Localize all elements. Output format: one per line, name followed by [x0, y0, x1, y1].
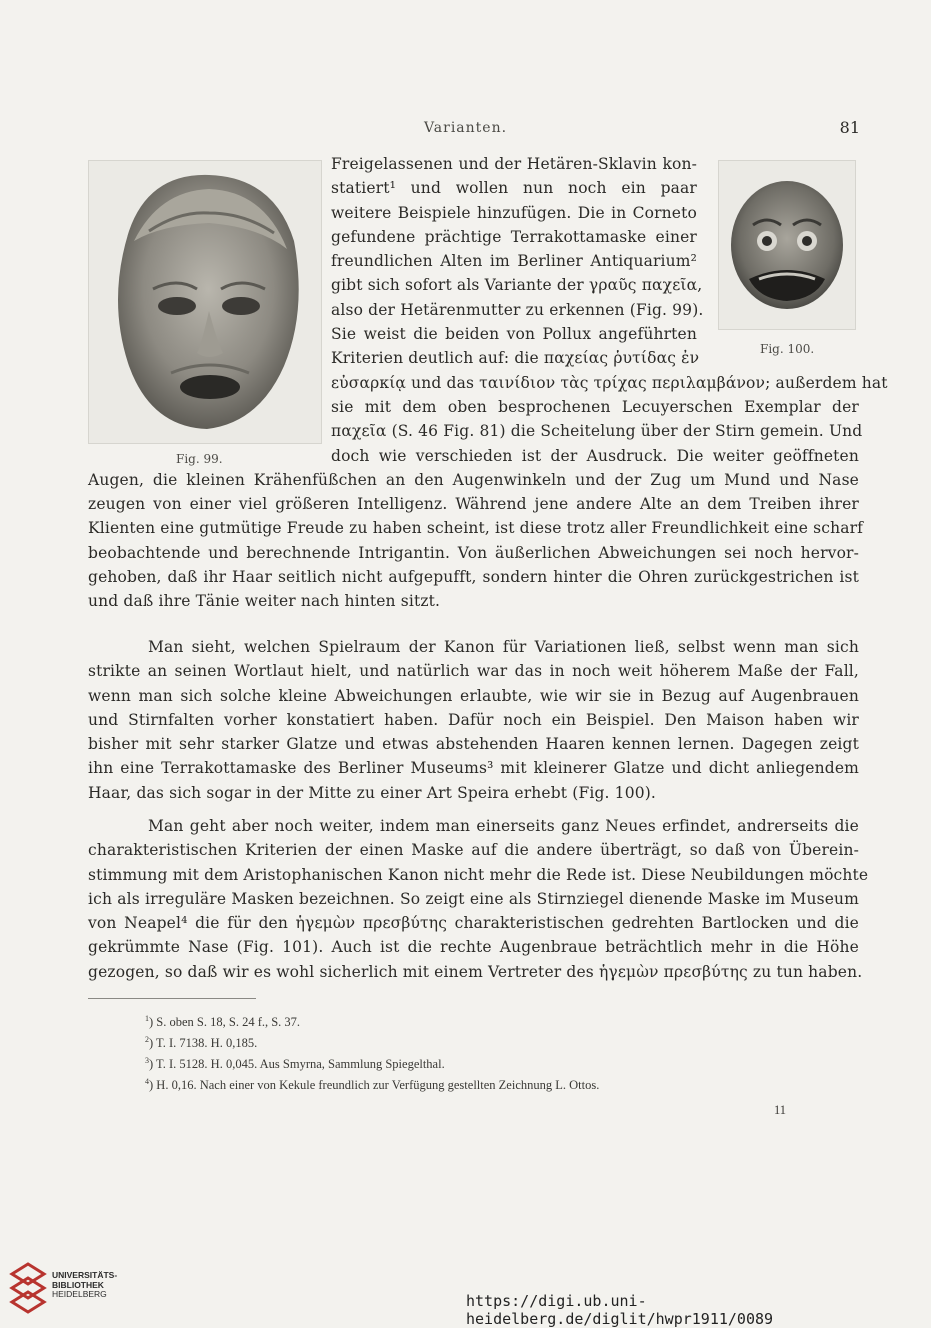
footnote-1: $^1$) S. oben S. 18, S. 24 f., S. 37.	[145, 1013, 301, 1029]
paragraph-2	[88, 635, 859, 805]
text-line: charakteristischen Kriterien der einen Maske auf die andere überträgt, so daß von Überein-	[88, 841, 859, 860]
text-line: freundlichen Alten im Berliner Antiquarium²	[331, 252, 697, 271]
mask-old-woman-image	[89, 161, 321, 443]
signature-mark: 11	[774, 1103, 787, 1117]
figure-99-image	[88, 160, 322, 444]
text-line: wenn man sich solche kleine Abweichungen erlaubte, wie wir sie in Bezug auf Augenbrauen	[88, 686, 859, 705]
footnote-divider	[88, 998, 256, 999]
text-line: ihn eine Terrakottamaske des Berliner Museums³ mit kleinerer Glatze und dicht anliegendem	[88, 759, 859, 778]
text-line: und Stirnfalten vorher konstatiert haben. Dafür noch ein Beispiel. Den Maison haben wir	[88, 710, 859, 729]
library-name: UNIVERSITÄTS- BIBLIOTHEK HEIDELBERG	[52, 1270, 118, 1299]
text-line: von Neapel⁴ die für den ἡγεμὼν πρεσβύτης charakteristischen gedrehten Bartlocken und die	[88, 914, 859, 933]
text-line: Augen, die kleinen Krähenfüßchen an den Augenwinkeln und der Zug um Mund und Nase	[88, 470, 859, 489]
text-line: εὐσαρκίᾳ und das ταινίδιον τὰς τρίχας περιλαμβάνον; außerdem hat	[331, 373, 888, 392]
text-line: bisher mit sehr starker Glatze und etwas abstehenden Haaren kennen lernen. Dagegen zeigt	[88, 735, 859, 754]
text-line: und daß ihre Tänie weiter nach hinten sitzt.	[88, 592, 441, 611]
text-line: beobachtende und berechnende Intrigantin. Von äußerlichen Abweichungen sei noch hervor-	[88, 543, 859, 562]
library-logo-icon	[8, 1262, 48, 1314]
text-line: παχεῖα (S. 46 Fig. 81) die Scheitelung über der Stirn gemein. Und	[331, 422, 863, 441]
footnotes	[145, 1012, 865, 1096]
running-head: Varianten.	[423, 120, 508, 136]
footnote-3: $^3$) T. I. 5128. H. 0,045. Aus Smyrna, Sammlung Spiegelthal.	[145, 1055, 445, 1071]
paragraph-1-full	[88, 468, 864, 614]
text-line: Haar, das sich sogar in der Mitte zu einer Art Speira erhebt (Fig. 100).	[88, 783, 656, 802]
footnote-4: $^4$) H. 0,16. Nach einer von Kekule freundlich zur Verfügung gestellten Zeichnung L. Ottos.	[145, 1076, 600, 1092]
text-line: gehoben, daß ihr Haar seitlich nicht aufgepufft, sondern hinter die Ohren zurückgestrichen ist	[88, 568, 859, 587]
source-url-link[interactable]: https://digi.ub.uni-heidelberg.de/diglit/hwpr1911/0089	[466, 1292, 774, 1328]
text-line: gekrümmte Nase (Fig. 101). Auch ist die rechte Augenbraue beträchtlich mehr in die Höhe	[88, 938, 859, 957]
mask-maison-image	[719, 161, 855, 329]
text-line: Sie weist die beiden von Pollux angeführten	[331, 325, 697, 344]
figure-99-caption: Fig. 99.	[176, 452, 223, 466]
paragraph-1-narrow	[331, 152, 704, 371]
text-line: sie mit dem oben besprochenen Lecuyerschen Exemplar der	[331, 397, 859, 416]
figure-100-image	[718, 160, 856, 330]
text-line: strikte an seinen Wortlaut hielt, und natürlich war das in noch weit höherem Maße der Fall,	[88, 662, 859, 681]
text-line: gefundene prächtige Terrakottamaske einer	[331, 227, 697, 246]
text-line: statiert¹ und wollen nun noch ein paar	[331, 179, 697, 198]
footnote-2: $^2$) T. I. 7138. H. 0,185.	[145, 1034, 258, 1050]
text-line: Man sieht, welchen Spielraum der Kanon für Variationen ließ, selbst wenn man sich	[148, 638, 859, 656]
text-line: gibt sich sofort als Variante der γραῦς παχεῖα,	[331, 276, 703, 295]
paragraph-1-mid	[331, 371, 888, 468]
text-line: ich als irreguläre Masken bezeichnen. So zeigt eine als Stirnziegel dienende Maske im Museum	[88, 889, 859, 908]
text-line: weitere Beispiele hinzufügen. Die in Corneto	[331, 203, 697, 222]
text-line: Klienten eine gutmütige Freude zu haben scheint, ist diese trotz aller Freundlichkeit eine scharf	[88, 519, 864, 538]
text-line: Man geht aber noch weiter, indem man einerseits ganz Neues erfindet, andrerseits die	[148, 817, 859, 835]
text-line: stimmung mit dem Aristophanischen Kanon nicht mehr die Rede ist. Diese Neubildungen möchte	[88, 865, 869, 884]
text-line: zeugen von einer viel größeren Intelligenz. Während jene andere Alte an dem Treiben ihrer	[88, 495, 859, 514]
page-number: 81	[839, 118, 860, 137]
text-line: Kriterien deutlich auf: die παχείας ῥυτίδας ἐν	[331, 349, 700, 368]
text-line: doch wie verschieden ist der Ausdruck. Die weiter geöffneten	[331, 446, 859, 465]
text-line: also der Hetärenmutter zu erkennen (Fig. 99).	[331, 300, 704, 319]
paragraph-3	[88, 814, 869, 984]
text-line: Freigelassenen und der Hetären-Sklavin kon-	[331, 155, 697, 173]
figure-100-caption: Fig. 100.	[760, 342, 815, 356]
text-line: gezogen, so daß wir es wohl sicherlich mit einem Vertreter des ἡγεμὼν πρεσβύτης zu tun haben.	[88, 962, 863, 981]
